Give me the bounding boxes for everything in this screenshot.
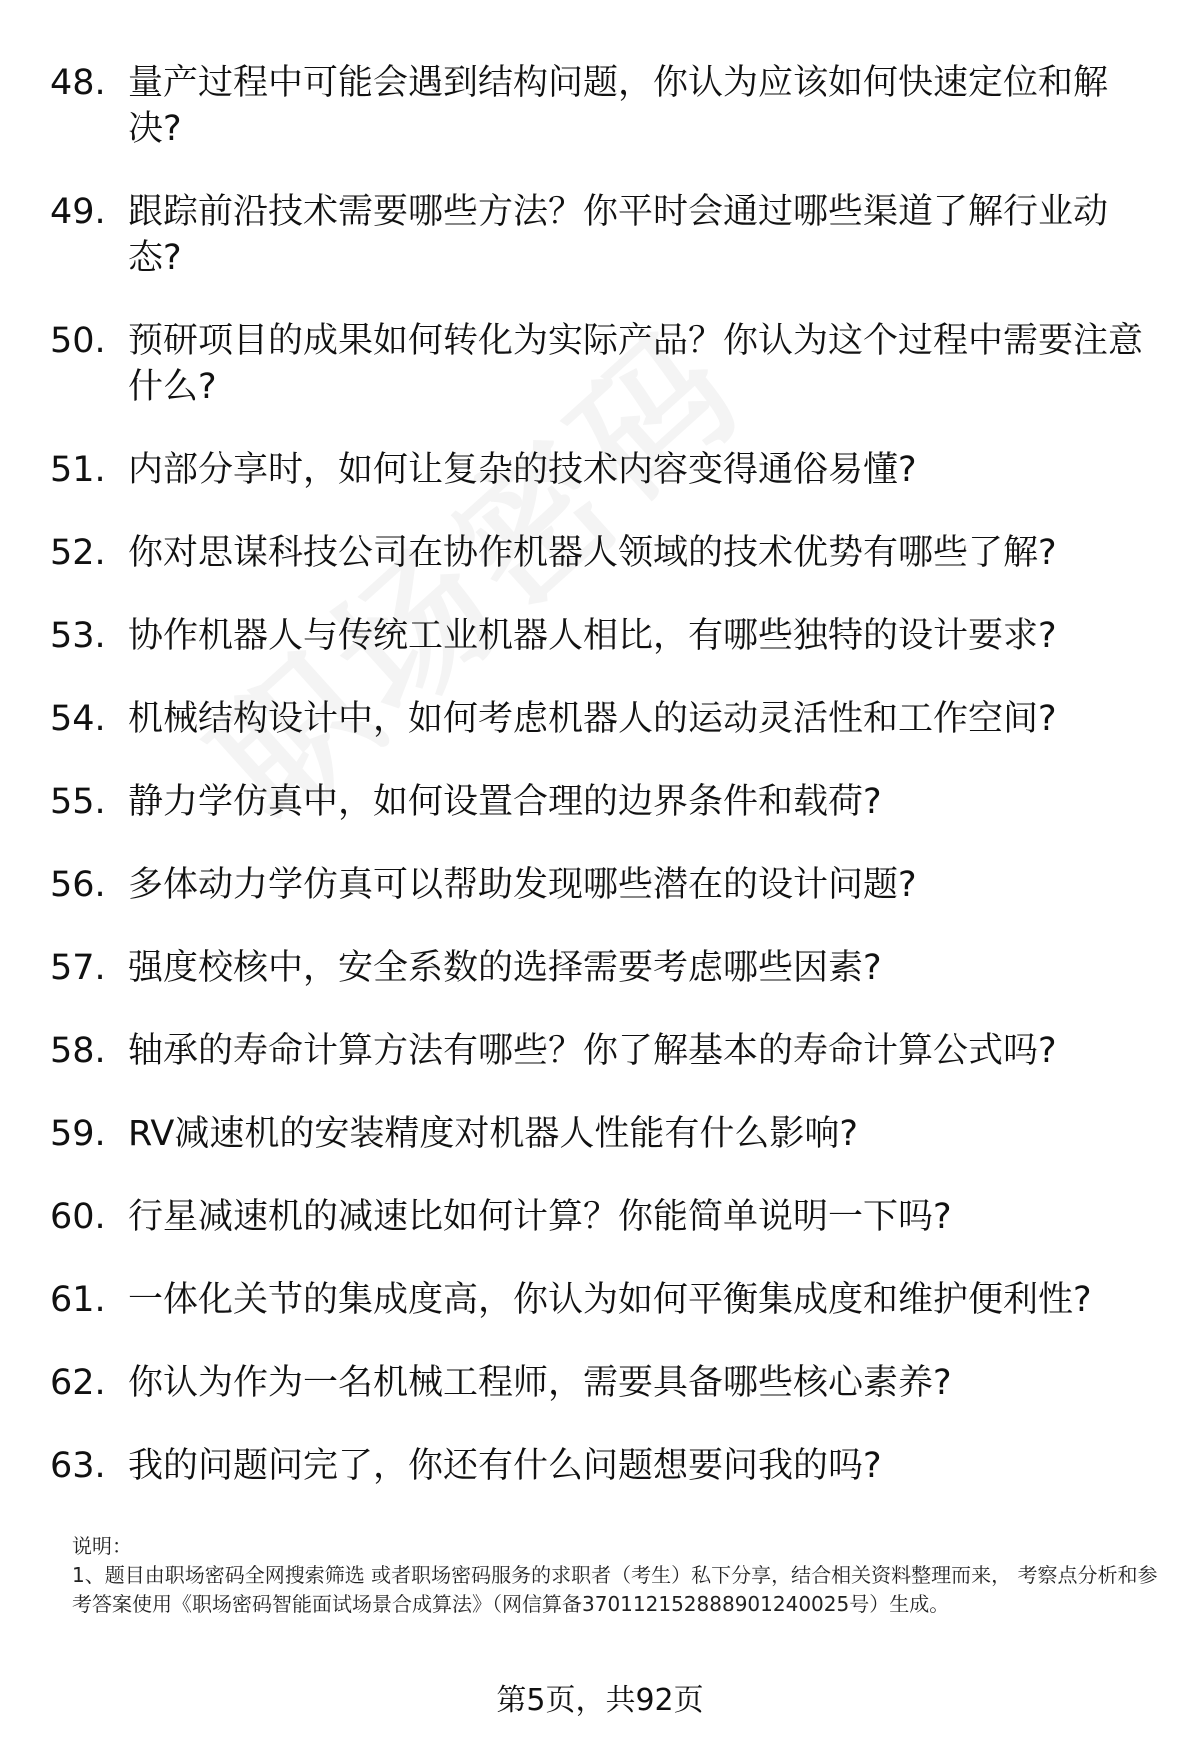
question-number: 53. bbox=[50, 616, 106, 656]
question-number: 62. bbox=[50, 1363, 106, 1403]
question-text: RV减速机的安装精度对机器人性能有什么影响? bbox=[128, 1114, 858, 1154]
question-number: 50. bbox=[50, 321, 106, 361]
question-number: 57. bbox=[50, 948, 106, 988]
question-item bbox=[50, 447, 1160, 493]
question-item bbox=[50, 1194, 1160, 1240]
question-item bbox=[50, 1111, 1160, 1157]
question-number: 54. bbox=[50, 699, 106, 739]
question-text: 我的问题问完了，你还有什么问题想要问我的吗? bbox=[128, 1446, 882, 1486]
question-item bbox=[50, 613, 1160, 659]
question-item bbox=[50, 1360, 1160, 1406]
question-number: 60. bbox=[50, 1197, 106, 1237]
question-item bbox=[50, 696, 1160, 742]
question-text: 机械结构设计中，如何考虑机器人的运动灵活性和工作空间? bbox=[128, 699, 1057, 739]
question-text: 量产过程中可能会遇到结构问题，你认为应该如何快速定位和解决? bbox=[128, 63, 1109, 149]
question-item bbox=[50, 862, 1160, 908]
question-number: 58. bbox=[50, 1031, 106, 1071]
question-text: 多体动力学仿真可以帮助发现哪些潜在的设计问题? bbox=[128, 865, 917, 905]
question-item bbox=[50, 530, 1160, 576]
notes-heading: 说明： bbox=[72, 1534, 132, 1558]
question-number: 55. bbox=[50, 782, 106, 822]
question-number: 56. bbox=[50, 865, 106, 905]
question-text: 内部分享时，如何让复杂的技术内容变得通俗易懂? bbox=[128, 450, 917, 490]
question-number: 59. bbox=[50, 1114, 106, 1154]
question-text: 你认为作为一名机械工程师，需要具备哪些核心素养? bbox=[128, 1363, 952, 1403]
question-text: 行星减速机的减速比如何计算？你能简单说明一下吗? bbox=[128, 1197, 952, 1237]
question-text: 静力学仿真中，如何设置合理的边界条件和载荷? bbox=[128, 782, 882, 822]
question-item bbox=[50, 1028, 1160, 1074]
question-number: 49. bbox=[50, 192, 106, 232]
question-text: 协作机器人与传统工业机器人相比，有哪些独特的设计要求? bbox=[128, 616, 1057, 656]
question-number: 61. bbox=[50, 1280, 106, 1320]
question-text: 跟踪前沿技术需要哪些方法？你平时会通过哪些渠道了解行业动态? bbox=[128, 192, 1109, 278]
question-number: 51. bbox=[50, 450, 106, 490]
question-item bbox=[50, 779, 1160, 825]
notes-section bbox=[72, 1532, 1162, 1619]
question-number: 63. bbox=[50, 1446, 106, 1486]
question-item bbox=[50, 1443, 1160, 1489]
question-item bbox=[50, 318, 1160, 410]
question-number: 48. bbox=[50, 63, 106, 103]
notes-body: 1、题目由职场密码全网搜索筛选 或者职场密码服务的求职者（考生）私下分享，结合相关资料整理而来， 考察点分析和参考答案使用《职场密码智能面试场景合成算法》（网信算备370112152888901240025号）生成。 bbox=[72, 1563, 1158, 1616]
question-item bbox=[50, 189, 1160, 281]
question-number: 52. bbox=[50, 533, 106, 573]
question-item bbox=[50, 945, 1160, 991]
question-text: 你对思谋科技公司在协作机器人领域的技术优势有哪些了解? bbox=[128, 533, 1057, 573]
question-list bbox=[50, 60, 1160, 1526]
question-item bbox=[50, 1277, 1160, 1323]
question-text: 轴承的寿命计算方法有哪些？你了解基本的寿命计算公式吗? bbox=[128, 1031, 1057, 1071]
page-footer: 第5页，共92页 bbox=[496, 1683, 704, 1718]
question-item bbox=[50, 60, 1160, 152]
question-text: 预研项目的成果如何转化为实际产品？你认为这个过程中需要注意什么? bbox=[128, 321, 1144, 407]
question-text: 强度校核中，安全系数的选择需要考虑哪些因素? bbox=[128, 948, 882, 988]
question-text: 一体化关节的集成度高，你认为如何平衡集成度和维护便利性? bbox=[128, 1280, 1092, 1320]
